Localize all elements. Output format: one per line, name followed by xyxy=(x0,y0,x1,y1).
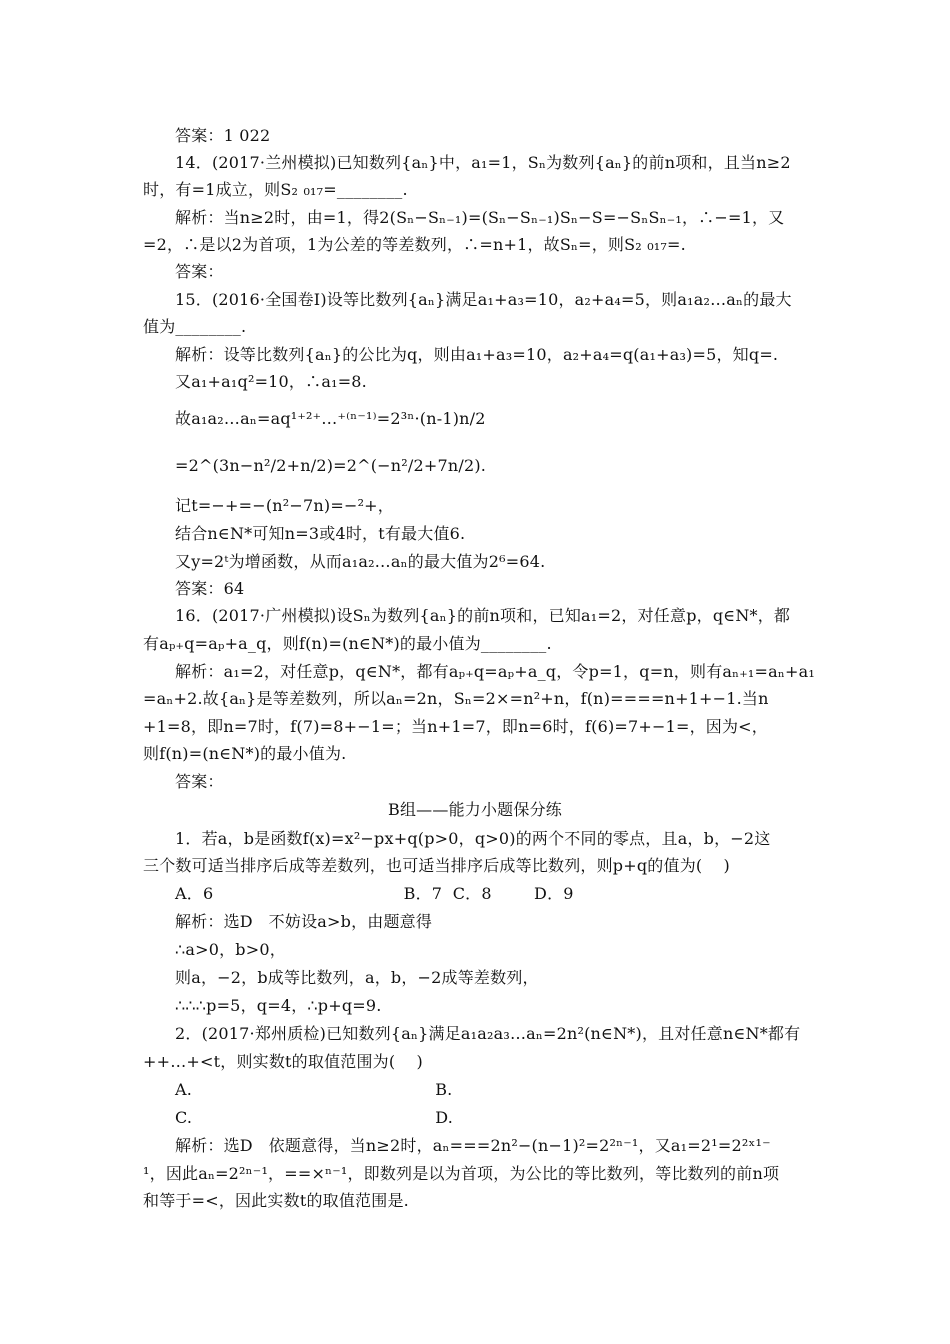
text-line: 16．(2017·广州模拟)设Sₙ为数列{aₙ}的前n项和，已知a₁=2，对任意p，q∈N*，都 xyxy=(175,606,791,625)
text-line: 14．(2017·兰州模拟)已知数列{aₙ}中，a₁=1，Sₙ为数列{aₙ}的前n项和，且当n≥2 xyxy=(175,153,791,172)
text-line: 值为________. xyxy=(143,317,247,336)
section-heading: B组——能力小题保分练 xyxy=(388,800,562,819)
text-line: 答案： xyxy=(175,772,224,791)
text-line: 又y=2ᵗ为增函数，从而a₁a₂…aₙ的最大值为2⁶=64. xyxy=(175,552,546,571)
text-line: 时，有=1成立，则S₂ ₀₁₇=________. xyxy=(143,180,408,199)
text-line: 结合n∈N*可知n=3或4时，t有最大值6. xyxy=(175,524,466,543)
text-line: +1=8，即n=7时，f(7)=8+−1=；当n+1=7，即n=6时，f(6)=7+−1=，因为<， xyxy=(143,717,768,736)
text-line: =aₙ+2.故{aₙ}是等差数列，所以aₙ=2n，Sₙ=2×=n²+n，f(n)====n+1+−1.当n xyxy=(143,689,769,708)
text-line: 又a₁+a₁q²=10，∴a₁=8. xyxy=(175,372,367,391)
text-line: 解析：选D 依题意得，当n≥2时，aₙ===2n²−(n−1)²=2²ⁿ⁻¹，又a₁=2¹=2²ˣ¹⁻ xyxy=(175,1136,771,1155)
text-line: 则f(n)=(n∈N*)的最小值为. xyxy=(143,744,347,763)
options-line: A．6 B．7 C．8 D．9 xyxy=(175,884,574,903)
formula-line: 故a₁a₂…aₙ=aq¹⁺²⁺…⁺⁽ⁿ⁻¹⁾=2³ⁿ·(n-1)n/2 xyxy=(175,409,486,428)
text-line: 和等于=<，因此实数t的取值范围是. xyxy=(143,1191,409,1210)
text-line: 有aₚ₊q=aₚ+a_q，则f(n)=(n∈N*)的最小值为________. xyxy=(143,634,552,653)
formula-line: =2^(3n−n²/2+n/2)=2^(−n²/2+7n/2). xyxy=(175,456,487,475)
text-line: 解析：设等比数列{aₙ}的公比为q，则由a₁+a₃=10，a₂+a₄=q(a₁+a₃)=5，知q=. xyxy=(175,345,779,364)
text-line: 三个数可适当排序后成等差数列，也可适当排序后成等比数列，则p+q的值为( ) xyxy=(143,856,730,875)
text-line: ∴a>0，b>0， xyxy=(175,940,286,959)
text-line: 解析：选D 不妨设a>b，由题意得 xyxy=(175,912,433,931)
text-line: 解析：a₁=2，对任意p，q∈N*，都有aₚ₊q=aₚ+a_q，令p=1，q=n，则有aₙ₊₁=aₙ+a₁ xyxy=(175,662,815,681)
options-line: C. D. xyxy=(175,1108,454,1127)
text-line: ∴∴∴p=5，q=4，∴p+q=9. xyxy=(175,996,382,1015)
text-line: =2，∴是以2为首项，1为公差的等差数列，∴=n+1，故Sₙ=，则S₂ ₀₁₇=. xyxy=(143,235,686,254)
text-line: ¹，因此aₙ=2²ⁿ⁻¹，==×ⁿ⁻¹，即数列是以为首项，为公比的等比数列，等比数列的前n项 xyxy=(143,1164,780,1183)
text-line: 解析：当n≥2时，由=1，得2(Sₙ−Sₙ₋₁)=(Sₙ−Sₙ₋₁)Sₙ−S=−SₙSₙ₋₁，∴−=1，又 xyxy=(175,208,785,227)
text-line: 记t=−+=−(n²−7n)=−²+， xyxy=(175,496,394,515)
text-line: 则a，−2，b成等比数列，a，b，−2成等差数列， xyxy=(175,968,539,987)
text-line: 答案：64 xyxy=(175,579,245,598)
text-line: 2．(2017·郑州质检)已知数列{aₙ}满足a₁a₂a₃…aₙ=2n²(n∈N*)，且对任意n∈N*都有 xyxy=(175,1024,801,1043)
text-line: 15．(2016·全国卷Ⅰ)设等比数列{aₙ}满足a₁+a₃=10，a₂+a₄=5，则a₁a₂…aₙ的最大 xyxy=(175,290,792,309)
text-line: ++…+<t，则实数t的取值范围为( ) xyxy=(143,1052,423,1071)
text-line: 答案：1 022 xyxy=(175,126,271,145)
text-line: 答案： xyxy=(175,262,224,281)
text-line: 1．若a，b是函数f(x)=x²−px+q(p>0，q>0)的两个不同的零点，且a，b，−2这 xyxy=(175,829,771,848)
options-line: A. B. xyxy=(175,1080,453,1099)
